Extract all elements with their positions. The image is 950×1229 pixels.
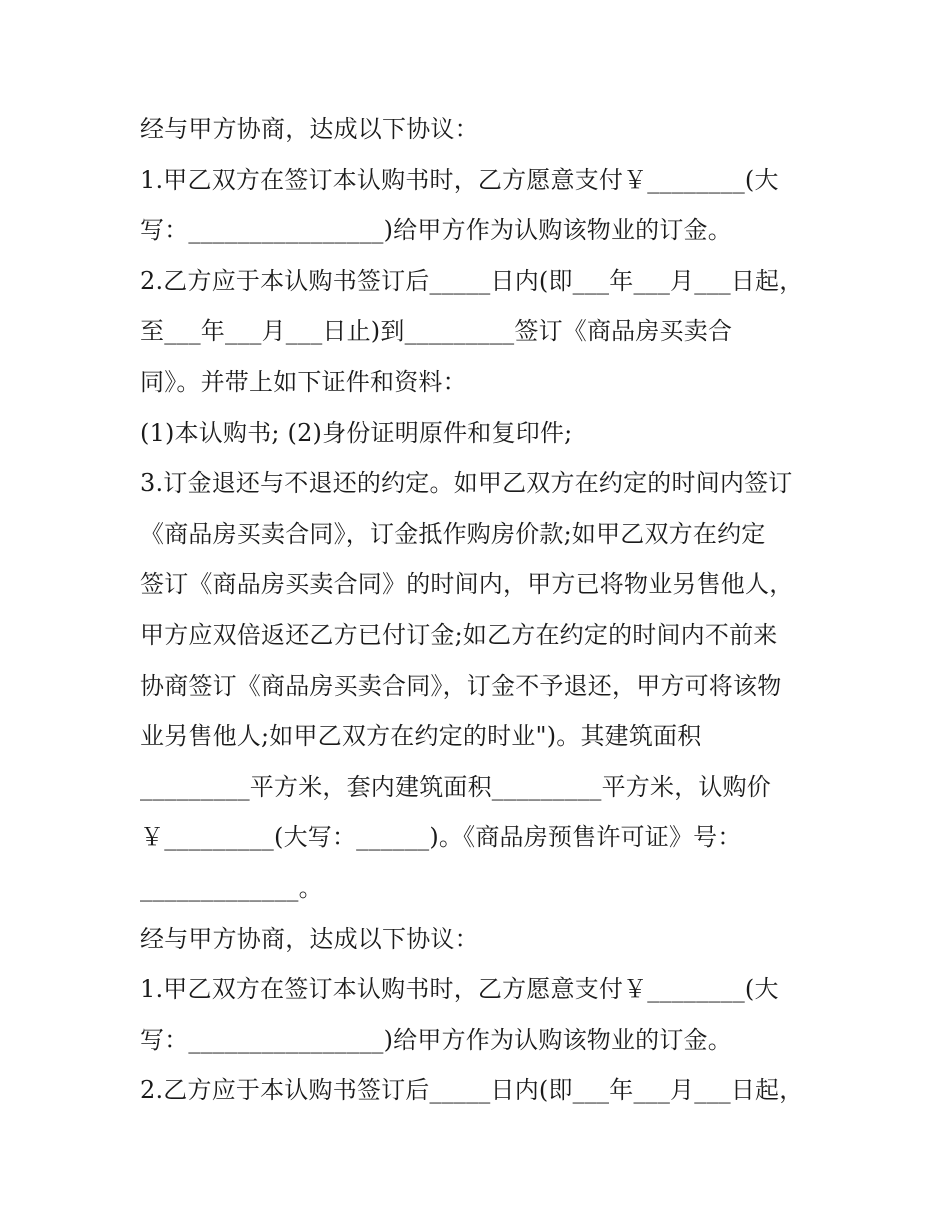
text-line: 《商品房买卖合同》，订金抵作购房价款;如甲乙双方在约定 [140, 519, 766, 548]
text-line: (1)本认购书; (2)身份证明原件和复印件; [140, 418, 573, 447]
document-body [140, 104, 820, 1116]
text-line: 2.乙方应于本认购书签订后_____日内(即___年___月___日起， [140, 1076, 804, 1105]
text-line: 写：________________)给甲方作为认购该物业的订金。 [140, 1025, 732, 1054]
text-line: _________平方米，套内建筑面积_________平方米，认购价 [140, 772, 771, 801]
text-line: 甲方应双倍返还乙方已付订金;如乙方在约定的时间内不前来 [140, 620, 778, 649]
text-line: 经与甲方协商，达成以下协议： [140, 924, 479, 953]
text-line: 1.甲乙双方在签订本认购书时，乙方愿意支付￥________(大 [140, 975, 779, 1004]
text-line: 同》。并带上如下证件和资料： [140, 367, 467, 396]
text-line: 协商签订《商品房买卖合同》，订金不予退还，甲方可将该物 [140, 671, 782, 700]
text-line: 签订《商品房买卖合同》的时间内，甲方已将物业另售他人， [140, 570, 794, 599]
text-line: 2.乙方应于本认购书签订后_____日内(即___年___月___日起， [140, 266, 804, 295]
text-line: _____________。 [140, 873, 323, 902]
text-line: 1.甲乙双方在签订本认购书时，乙方愿意支付￥________(大 [140, 165, 779, 194]
text-line: 至___年___月___日止)到_________签订《商品房买卖合 [140, 317, 733, 346]
text-line: 经与甲方协商，达成以下协议： [140, 115, 479, 143]
text-line: 写：________________)给甲方作为认购该物业的订金。 [140, 216, 732, 245]
text-line: 业另售他人;如甲乙双方在约定的时业")。其建筑面积 [140, 722, 702, 751]
text-line: ￥_________(大写：______)。《商品房预售许可证》号： [140, 823, 742, 852]
text-line: 3.订金退还与不退还的约定。如甲乙双方在约定的时间内签订 [140, 469, 793, 498]
